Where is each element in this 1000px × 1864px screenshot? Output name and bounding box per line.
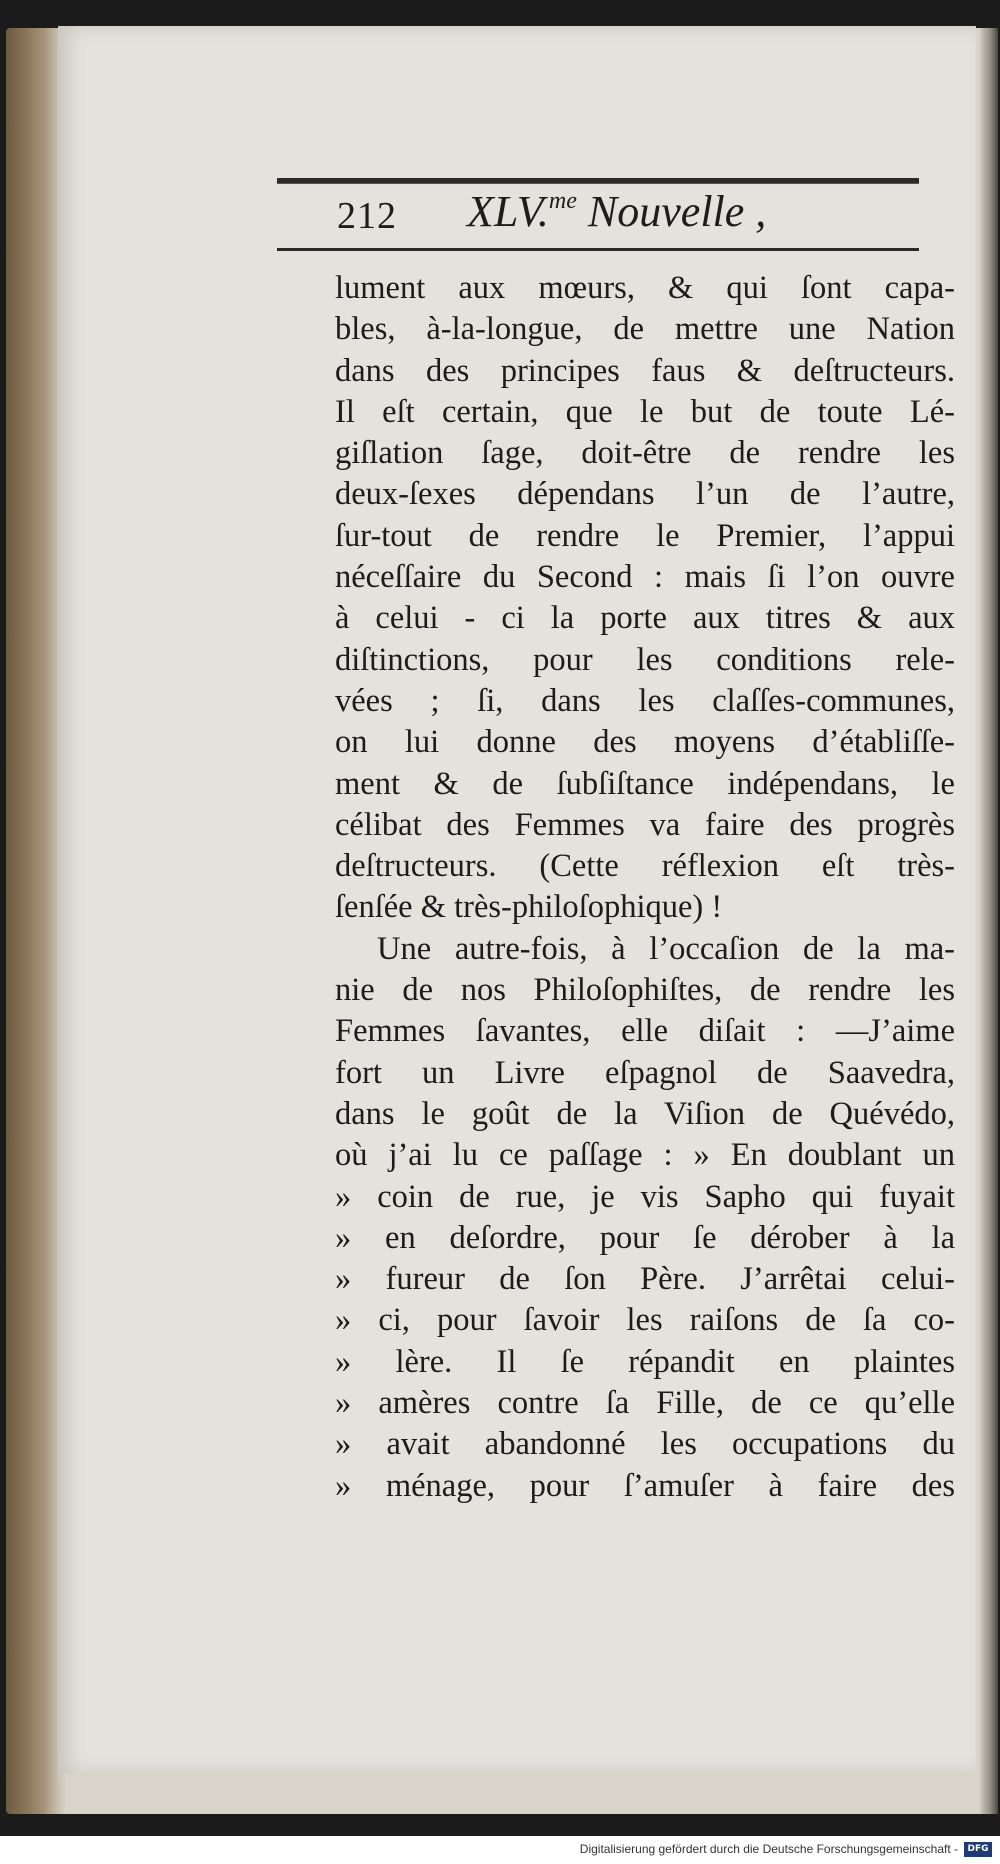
header-rule-bottom bbox=[277, 248, 919, 251]
text-line: Une autre-fois, à l’occaſion de la ma- bbox=[377, 930, 955, 967]
text-line: bles, à-la-longue, de mettre une Nation bbox=[335, 311, 955, 348]
text-line: dans des principes faus & deſtructeurs. bbox=[335, 352, 955, 389]
text-line: » fureur de ſon Père. J’arrêtai celui- bbox=[335, 1261, 955, 1298]
header-rule-top bbox=[277, 178, 919, 184]
text-line: néceſſaire du Second : mais ſi l’on ouvre bbox=[335, 559, 955, 596]
text-line: diſtinctions, pour les conditions rele- bbox=[335, 641, 955, 678]
running-header bbox=[277, 150, 927, 260]
text-line: » ci, pour ſavoir les raiſons de ſa co- bbox=[335, 1302, 955, 1339]
text-line: deſtructeurs. (Cette réflexion eſt très- bbox=[335, 848, 955, 885]
text-line: célibat des Femmes va faire des progrès bbox=[335, 806, 955, 843]
text-line: ſur-tout de rendre le Premier, l’appui bbox=[335, 517, 955, 554]
dfg-logo-icon: DFG bbox=[964, 1842, 992, 1857]
running-title-superscript: me bbox=[548, 188, 577, 214]
text-line: dans le goût de la Viſion de Quévédo, bbox=[335, 1095, 955, 1132]
page-body-text bbox=[335, 268, 955, 1507]
text-line: à celui - ci la porte aux titres & aux bbox=[335, 600, 955, 637]
text-line: » amères contre ſa Fille, de ce qu’elle bbox=[335, 1385, 955, 1422]
text-line: vées ; ſi, dans les claſſes-communes, bbox=[335, 682, 955, 719]
text-line: où j’ai lu ce paſſage : » En doublant un bbox=[335, 1137, 955, 1174]
page-edge bbox=[980, 28, 998, 1814]
text-line: on lui donne des moyens d’établiſſe- bbox=[335, 724, 955, 761]
text-line: fort un Livre eſpagnol de Saavedra, bbox=[335, 1054, 955, 1091]
text-line: ment & de ſubſiſtance indépendans, le bbox=[335, 765, 955, 802]
page-number: 212 bbox=[337, 195, 397, 237]
funding-credit: Digitalisierung gefördert durch die Deutsche Forschungsgemeinschaft - bbox=[579, 1842, 958, 1856]
text-line: » en deſordre, pour ſe dérober à la bbox=[335, 1219, 955, 1256]
text-line: » coin de rue, je vis Sapho qui fuyait bbox=[335, 1178, 955, 1215]
running-title bbox=[467, 186, 766, 237]
text-line: ſenſée & très-philoſophique) ! bbox=[335, 889, 723, 926]
running-title-roman: XLV. bbox=[467, 187, 549, 236]
text-line: » lère. Il ſe répandit en plaintes bbox=[335, 1343, 955, 1380]
text-line: » ménage, pour ſ’amuſer à faire des bbox=[335, 1467, 955, 1504]
text-line: lument aux mœurs, & qui ſont capa- bbox=[335, 270, 955, 306]
text-line: deux-ſexes dépendans l’un de l’autre, bbox=[335, 476, 955, 513]
text-line: giſlation ſage, doit-être de rendre les bbox=[335, 435, 955, 472]
text-line: Il eſt certain, que le but de toute Lé- bbox=[335, 393, 955, 430]
text-line: Femmes ſavantes, elle diſait : —J’aime bbox=[335, 1013, 955, 1050]
running-title-word: Nouvelle , bbox=[576, 187, 767, 236]
text-line: » avait abandonné les occupations du bbox=[335, 1426, 955, 1463]
footer-credit bbox=[0, 1838, 1000, 1864]
text-line: nie de nos Philoſophiſtes, de rendre les bbox=[335, 972, 955, 1009]
